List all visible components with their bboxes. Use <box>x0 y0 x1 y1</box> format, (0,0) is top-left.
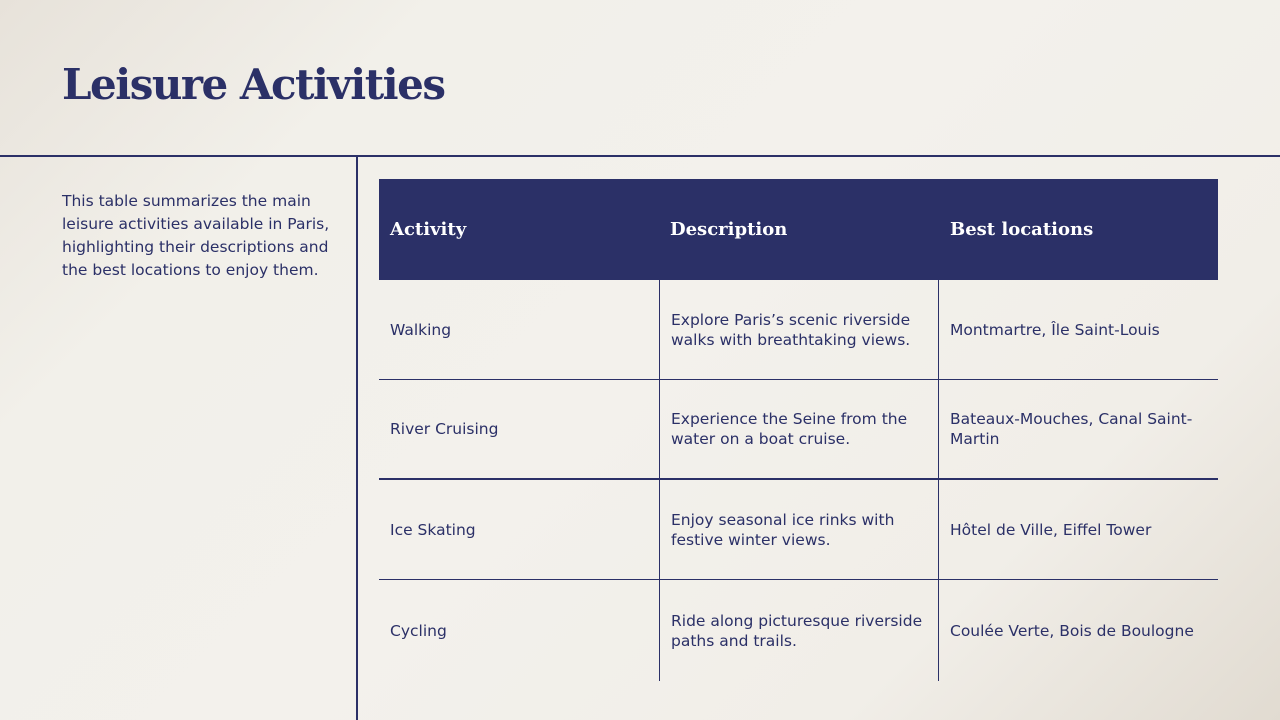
activity-cell: Ice Skating <box>390 520 476 539</box>
horizontal-divider <box>0 155 1280 157</box>
activity-cell: Cycling <box>390 621 447 640</box>
description-cell: Explore Paris’s scenic riverside walks with breathtaking views. <box>659 280 939 379</box>
locations-cell: Hôtel de Ville, Eiffel Tower <box>950 520 1152 539</box>
locations-cell: Bateaux-Mouches, Canal Saint-Martin <box>950 410 1193 448</box>
header-activity: Activity <box>390 219 467 240</box>
locations-cell: Coulée Verte, Bois de Boulogne <box>950 621 1194 640</box>
vertical-divider <box>356 156 358 720</box>
table-row <box>379 380 1218 480</box>
slide-title: Leisure Activities <box>62 60 445 109</box>
activity-cell: River Cruising <box>390 420 499 438</box>
summary-text: This table summarizes the main leisure activities available in Paris, highlighting their descriptions and the best locations to enjoy them. <box>62 192 330 279</box>
table-header-row <box>379 179 1218 280</box>
description-cell: Experience the Seine from the water on a boat cruise. <box>659 380 939 478</box>
activities-table <box>379 179 1218 681</box>
table-row <box>379 580 1218 681</box>
table-row <box>379 280 1218 380</box>
description-cell: Ride along picturesque riverside paths and trails. <box>659 580 939 681</box>
table-row <box>379 480 1218 580</box>
header-description: Description <box>670 219 788 240</box>
description-cell: Enjoy seasonal ice rinks with festive winter views. <box>659 480 939 579</box>
header-best-locations: Best locations <box>950 219 1094 240</box>
activity-cell: Walking <box>390 320 452 339</box>
locations-cell: Montmartre, Île Saint-Louis <box>950 320 1160 339</box>
